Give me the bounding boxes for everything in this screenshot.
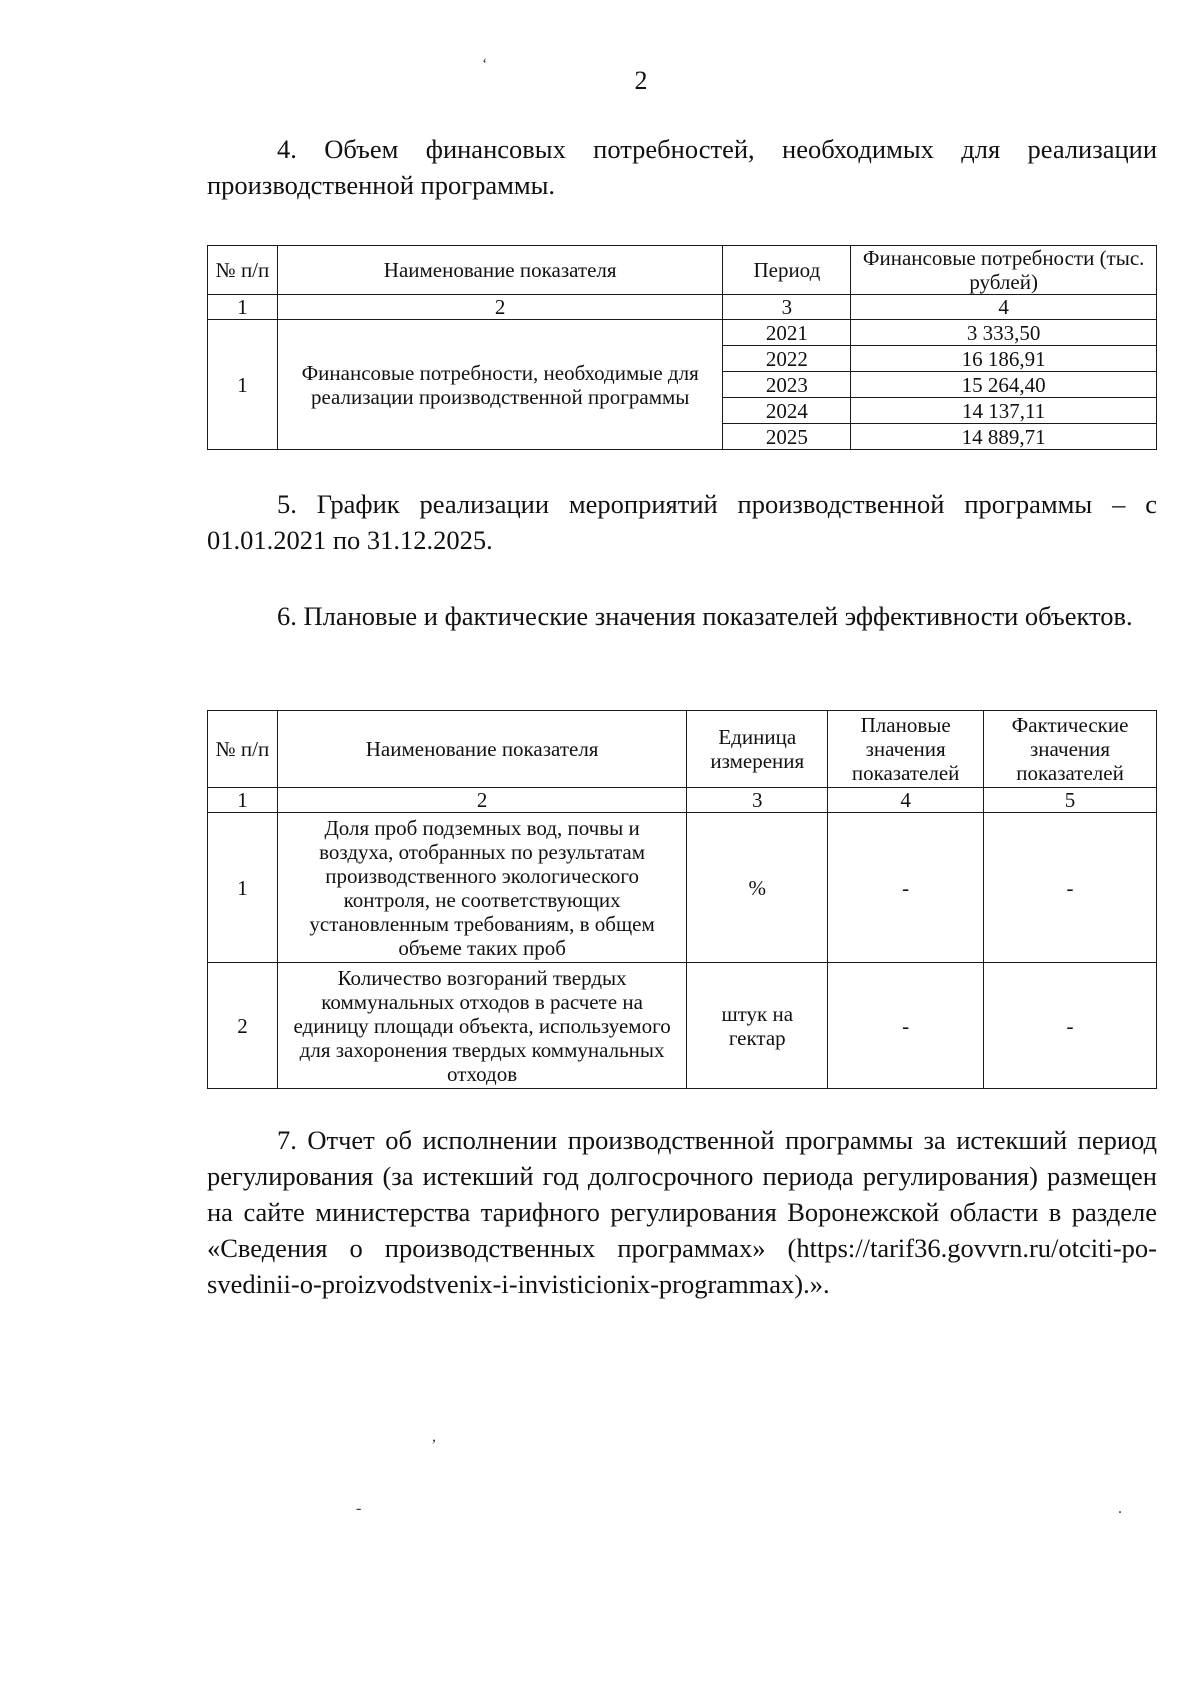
- table2-row-unit: штук на гектар: [687, 963, 828, 1089]
- table2-colnum: 4: [828, 788, 984, 813]
- section-4-text: 4. Объем финансовых потребностей, необходимых для реализации производственной программы.: [207, 134, 1157, 200]
- table1-period-value: 16 186,91: [851, 346, 1157, 372]
- table1-header-needs: Финансовые потребности (тыс. рублей): [851, 246, 1157, 295]
- table2-header-actual: Фактические значения показателей: [984, 711, 1157, 788]
- table2-header-row: [208, 711, 1157, 788]
- table1-colnum: 4: [851, 295, 1157, 320]
- table2-row-actual: -: [984, 963, 1157, 1089]
- section-6-text: 6. Плановые и фактические значения показателей эффективности объектов.: [277, 601, 1133, 631]
- table2-row-planned: -: [828, 813, 984, 963]
- table2-header-unit: Единица измерения: [687, 711, 828, 788]
- table2-colnum: 5: [984, 788, 1157, 813]
- table2-row-name: Количество возгораний твердых коммунальных отходов в расчете на единицу площади объекта, используемого для захоронения твердых коммунальных отходов: [277, 963, 686, 1089]
- table1-period-year: 2022: [723, 346, 851, 372]
- table2-colnum: 1: [208, 788, 278, 813]
- financial-needs-table: [207, 245, 1157, 450]
- table1-period-year: 2023: [723, 372, 851, 398]
- scan-mark: .: [1118, 1500, 1122, 1517]
- table1-header-num: № п/п: [208, 246, 278, 295]
- table1-colnum: 3: [723, 295, 851, 320]
- table1-row-name: Финансовые потребности, необходимые для реализации производственной программы: [277, 320, 723, 450]
- table2-row-num: 2: [208, 963, 278, 1089]
- table1-period-year: 2024: [723, 398, 851, 424]
- table2-row-num: 1: [208, 813, 278, 963]
- table1-row-num: 1: [208, 320, 278, 450]
- table2-row-actual: -: [984, 813, 1157, 963]
- table1-colnum-row: [208, 295, 1157, 320]
- table1-header-name: Наименование показателя: [277, 246, 723, 295]
- table2-header-planned: Плановые значения показателей: [828, 711, 984, 788]
- table2-header-name: Наименование показателя: [277, 711, 686, 788]
- table1-header-row: [208, 246, 1157, 295]
- table2-row-name: Доля проб подземных вод, почвы и воздуха, отобранных по результатам производственного экологического контроля, не соответствующих установленным требованиям, в общем объеме таких проб: [277, 813, 686, 963]
- scan-mark: ʻ: [482, 56, 488, 73]
- page-number: 2: [634, 66, 648, 95]
- table1-colnum: 1: [208, 295, 278, 320]
- table1-period-value: 14 889,71: [851, 424, 1157, 450]
- table1-header-period: Период: [723, 246, 851, 295]
- efficiency-indicators-table: [207, 710, 1157, 1089]
- table2-colnum-row: [208, 788, 1157, 813]
- table1-period-year: 2025: [723, 424, 851, 450]
- table1-row: [208, 320, 1157, 346]
- table2-header-num: № п/п: [208, 711, 278, 788]
- table1-colnum: 2: [277, 295, 723, 320]
- table1-period-value: 14 137,11: [851, 398, 1157, 424]
- section-5-text: 5. График реализации мероприятий производственной программы – с 01.01.2021 по 31.12.2025.: [207, 489, 1157, 555]
- table2-row-planned: -: [828, 963, 984, 1089]
- table2-row: [208, 963, 1157, 1089]
- table1-period-year: 2021: [723, 320, 851, 346]
- scan-mark: -: [356, 1500, 362, 1517]
- table1-period-value: 15 264,40: [851, 372, 1157, 398]
- table1-period-value: 3 333,50: [851, 320, 1157, 346]
- table2-row: [208, 813, 1157, 963]
- scan-mark: ,: [432, 1428, 436, 1445]
- section-7-text: 7. Отчет об исполнении производственной программы за истекший период регулирования (за истекший год долгосрочного периода регулирования) размещен на сайте министерства тарифного регулирования Воронежской области в разделе «Сведения о производственных программах» (https://tarif36.govvrn.ru/otciti-po-svedinii-o-proizvodstvenix-i-invisticionix-programmax).».: [207, 1125, 1157, 1299]
- table2-row-unit: %: [687, 813, 828, 963]
- table2-colnum: 2: [277, 788, 686, 813]
- table2-colnum: 3: [687, 788, 828, 813]
